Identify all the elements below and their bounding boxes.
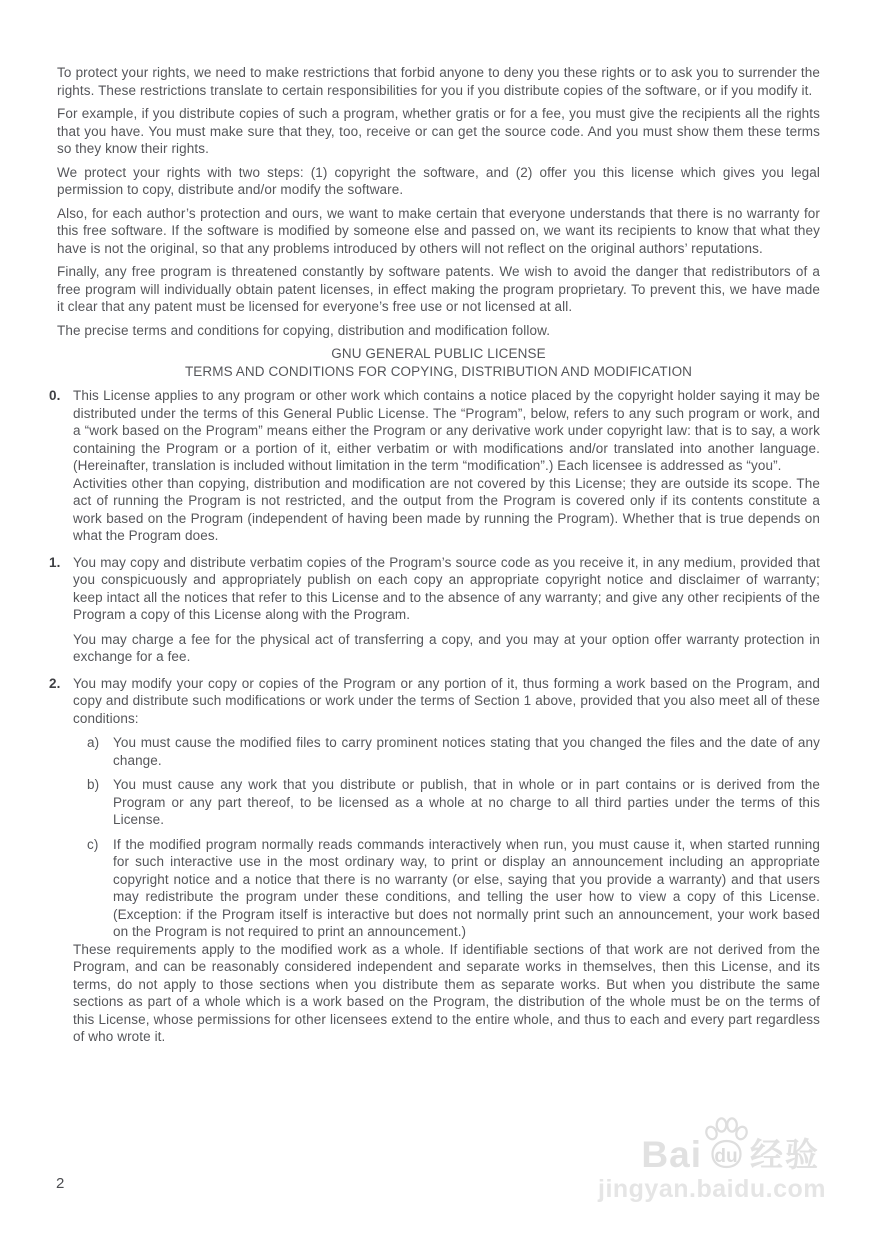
section-number: 0.: [49, 388, 61, 403]
preamble-paragraph: We protect your rights with two steps: (1) copyright the software, and (2) offer you this license which gives you legal permission to copy, distribute and/or modify the software.: [57, 164, 820, 197]
preamble-paragraph: The precise terms and conditions for copying, distribution and modification follow.: [57, 322, 551, 338]
condition-item-b: [73, 776, 820, 829]
section-paragraph: Activities other than copying, distribution and modification are not covered by this License; they are outside its scope. The act of running the Program is not restricted, and the output from the Program is covered only if its contents constitute a work based on the Program (independent of having been made by running the Program). Whether that is true depends on what the Program does.: [73, 475, 820, 543]
condition-item-a: [73, 734, 820, 769]
baidu-logo-text-du: du: [714, 1146, 738, 1167]
condition-letter: c): [87, 836, 99, 852]
section-paragraph: This License applies to any program or other work which contains a notice placed by the copyright holder saying it may be distributed under the terms of this General Public License. The “Program”, below, refers to any such program or work, and a “work based on the Program” means either the Program or any derivative work under copyright law: that is to say, a work containing the Program or a portion of it, either verbatim or with modifications and/or translated into another language. (Hereinafter, translation is included without limitation in the term “modification”.) Each licensee is addressed as “you”.: [73, 388, 820, 473]
section-paragraph: You may modify your copy or copies of the Program or any portion of it, thus forming a work based on the Program, and copy and distribute such modifications or work under the terms of Section 1 above, provided that you also meet all of these conditions:: [73, 675, 820, 726]
baidu-paw-icon: [703, 1116, 749, 1170]
license-section-1: [49, 554, 820, 666]
license-section-2: [49, 675, 820, 1046]
page-number: 2: [56, 1175, 65, 1192]
preamble-paragraph: Finally, any free program is threatened constantly by software patents. We wish to avoid the danger that redistributors of a free program will individually obtain patent licenses, in effect making the program proprietary. To prevent this, we have made it clear that any patent must be licensed for everyone’s free use or not licensed at all.: [57, 264, 820, 314]
license-section-0: [49, 387, 820, 545]
baidu-logo-text-bai: Bai: [641, 1133, 702, 1175]
watermark-url: jingyan.baidu.com: [598, 1175, 826, 1203]
section-number: 1.: [49, 554, 61, 570]
preamble-paragraph: To protect your rights, we need to make restrictions that forbid anyone to deny you these rights or to ask you to surrender the rights. These restrictions translate to certain responsibilities for you if you distribute copies of the software, or if you modify it.: [57, 65, 820, 98]
condition-text: You must cause the modified files to carry prominent notices stating that you changed the files and the date of any change.: [113, 735, 820, 768]
baidu-logo-text-jingyan: 经验: [750, 1135, 820, 1173]
preamble-paragraph: For example, if you distribute copies of such a program, whether gratis or for a fee, you must give the recipients all the rights that you have. You must make sure that they, too, receive or can get the source code. And you must show them these terms so they know their rights.: [57, 106, 820, 156]
section-number: 2.: [49, 675, 61, 691]
condition-letter: a): [87, 735, 100, 750]
condition-text: You must cause any work that you distribute or publish, that in whole or in part contains or is derived from the Program or any part thereof, to be licensed as a whole at no charge to all third parties under the terms of this License.: [113, 777, 820, 827]
license-title: GNU GENERAL PUBLIC LICENSE: [331, 346, 546, 361]
section-paragraph: You may copy and distribute verbatim copies of the Program’s source code as you receive it, in any medium, provided that you conspicuously and appropriately publish on each copy an appropriate copyright notice and disclaimer of warranty; keep intact all the notices that refer to this License and to the absence of any warranty; and give any other recipients of the Program a copy of this License along with the Program.: [73, 554, 820, 622]
baidu-logo: [598, 1116, 820, 1175]
license-subtitle: TERMS AND CONDITIONS FOR COPYING, DISTRIBUTION AND MODIFICATION: [184, 363, 693, 379]
section-paragraph: You may charge a fee for the physical act of transferring a copy, and you may at your option offer warranty protection in exchange for a fee.: [73, 631, 820, 664]
baidu-watermark: [598, 1116, 826, 1203]
license-text-body: [49, 64, 820, 1055]
section-closing-paragraph: These requirements apply to the modified work as a whole. If identifiable sections of that work are not derived from the Program, and can be reasonably considered independent and separate works in themselves, then this License, and its terms, do not apply to those sections when you distribute them as separate works. But when you distribute the same sections as part of a whole which is a work based on the Program, the distribution of the whole must be on the terms of this License, whose permissions for other licensees extend to the entire whole, and thus to each and every part regardless of who wrote it.: [73, 941, 820, 1044]
condition-letter: b): [87, 777, 100, 792]
preamble-paragraph: Also, for each author’s protection and ours, we want to make certain that everyone understands that there is no warranty for this free software. If the software is modified by someone else and passed on, we want its recipients to know that what they have is not the original, so that any problems introduced by others will not reflect on the original authors’ reputations.: [57, 205, 820, 256]
license-headings: [57, 345, 820, 380]
condition-text: If the modified program normally reads commands interactively when run, you must cause it, when started running for such interactive use in the most ordinary way, to print or display an announcement including an appropriate copyright notice and a notice that there is no warranty (or else, saying that you provide a warranty) and that users may redistribute the program under these conditions, and telling the user how to view a copy of this License. (Exception: if the Program itself is interactive but does not normally print such an announcement, your work based on the Program is not required to print an announcement.): [113, 836, 820, 939]
condition-item-c: [73, 836, 820, 941]
